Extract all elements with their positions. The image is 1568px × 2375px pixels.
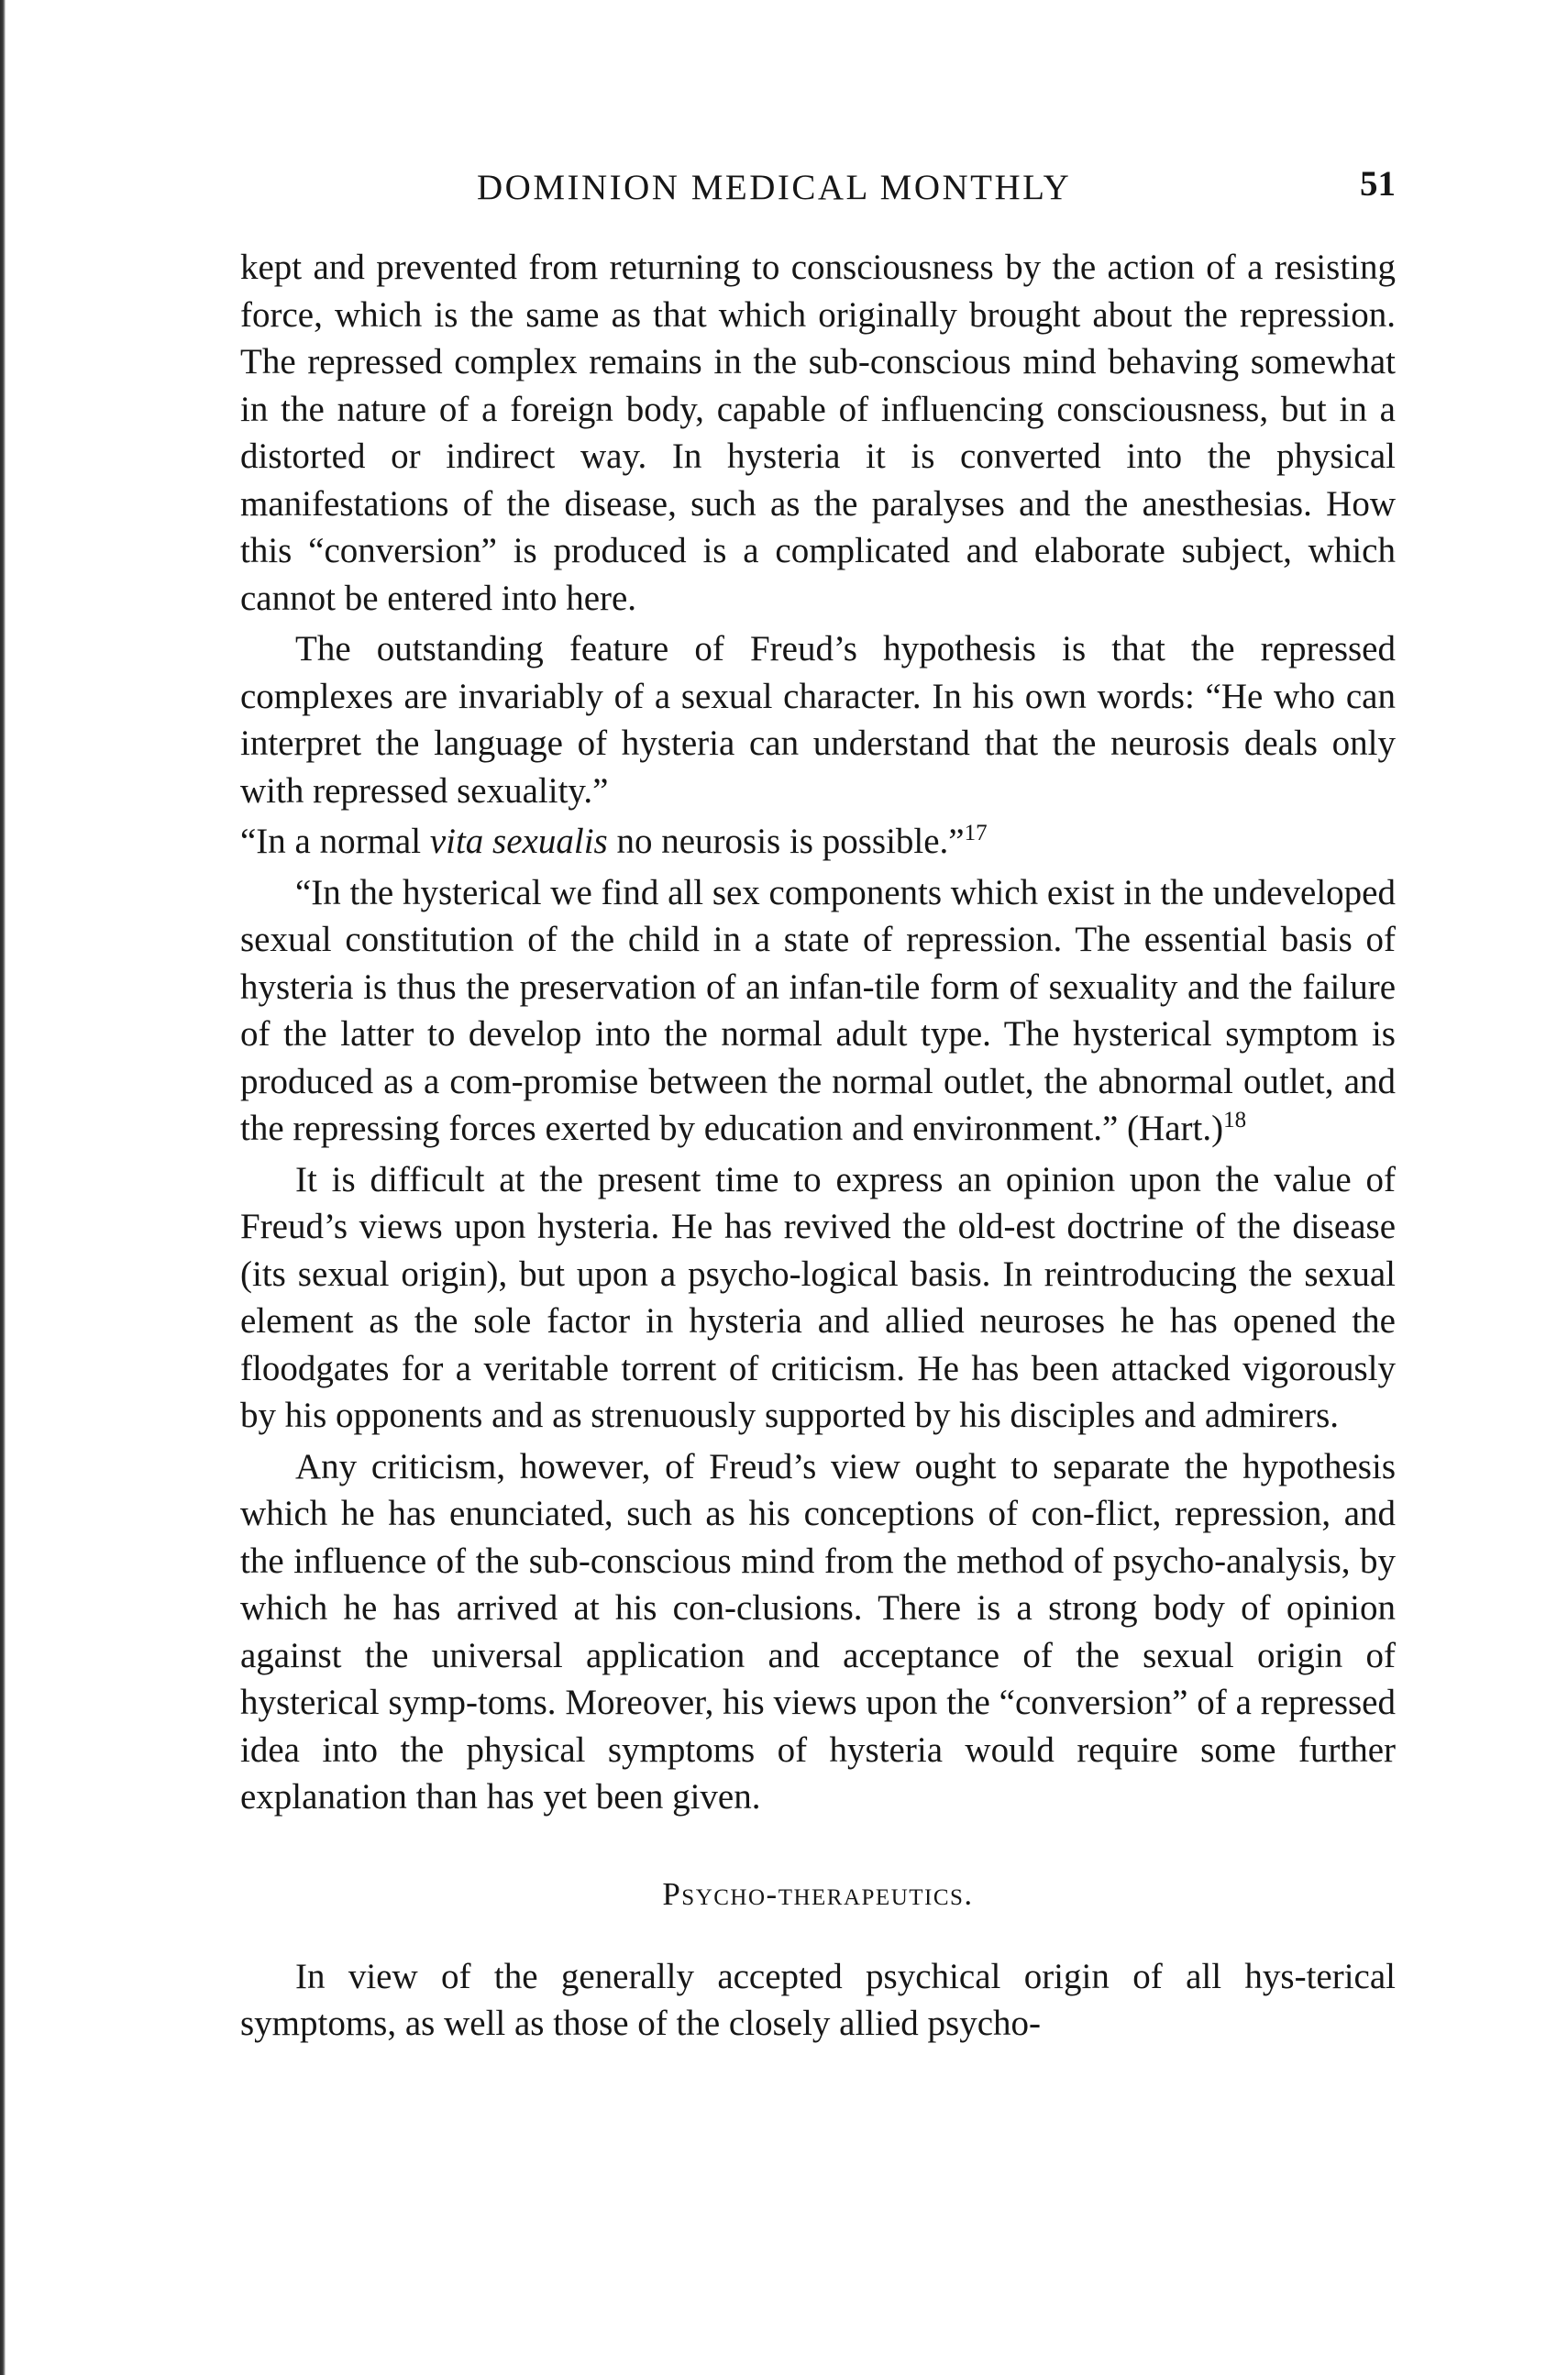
paragraph-3-text-start: “In a normal	[240, 822, 430, 861]
running-title: DOMINION MEDICAL MONTHLY	[477, 168, 1072, 207]
footnote-ref-18: 18	[1223, 1108, 1247, 1132]
page-number: 51	[1360, 164, 1396, 204]
paragraph-6: Any criticism, however, of Freud’s view ought to separate the hypothesis which he has enunciated, such as his conceptions of con-flict, repression, and the influence of the sub-conscious mind from the method of psycho-analysis, by which he has arrived at his con-clusions. There is a strong body of opinion against the universal application and acceptance of the sexual origin of hysterical symp-toms. Moreover, his views upon the “conversion” of a repressed idea into the physical symptoms of hysteria would require some further explanation than has yet been given.	[240, 1446, 1396, 1817]
paragraph-4-text: “In the hysterical we find all sex components which exist in the undeveloped sexual constitution of the child in a state of repression. The essential basis of hysteria is thus the preservation of an infan-tile form of sexuality and the failure of the latter to develop into the normal adult type. The hysterical symptom is produced as a com-promise between the normal outlet, the abnormal outlet, and the repressing forces exerted by education and environment.” (Hart.)	[240, 872, 1396, 1148]
book-page	[240, 0, 1396, 2375]
footnote-ref-17: 17	[964, 821, 988, 845]
paragraph-7: In view of the generally accepted psychical origin of all hys-terical symptoms, as well as those of the closely allied psycho-	[240, 1956, 1396, 2043]
paragraph-2: The outstanding feature of Freud’s hypothesis is that the repressed complexes are invariably of a sexual character. In his own words: “He who can interpret the language of hysteria can understand that the neurosis deals only with repressed sexuality.”	[240, 629, 1396, 811]
paragraph-1: kept and prevented from returning to consciousness by the action of a resisting force, which is the same as that which originally brought about the repression. The repressed complex remains in the sub-conscious mind behaving somewhat in the nature of a foreign body, capable of influencing consciousness, but in a distorted or indirect way. In hysteria it is converted into the physical manifestations of the disease, such as the paralyses and the anesthesias. How this “conversion” is produced is a complicated and elaborate subject, which cannot be entered into here.	[240, 248, 1396, 618]
paragraph-3-text-end: no neurosis is possible.”	[607, 822, 965, 861]
page-binding-edge	[0, 0, 6, 2375]
section-heading: Psycho-therapeutics.	[662, 1875, 974, 1912]
running-head	[240, 164, 1396, 222]
paragraph-5: It is difficult at the present time to express an opinion upon the value of Freud’s views upon hysteria. He has revived the old-est doctrine of the disease (its sexual origin), but upon a psycho-logical basis. In reintroducing the sexual element as the sole factor in hysteria and allied neuroses he has opened the floodgates for a veritable torrent of criticism. He has been attacked vigorously by his opponents and as strenuously supported by his disciples and admirers.	[240, 1159, 1396, 1435]
body-text	[240, 244, 1396, 2051]
paragraph-3	[240, 818, 1396, 866]
italic-phrase: vita sexualis	[429, 822, 608, 861]
paragraph-4-quotation	[240, 869, 1396, 1153]
